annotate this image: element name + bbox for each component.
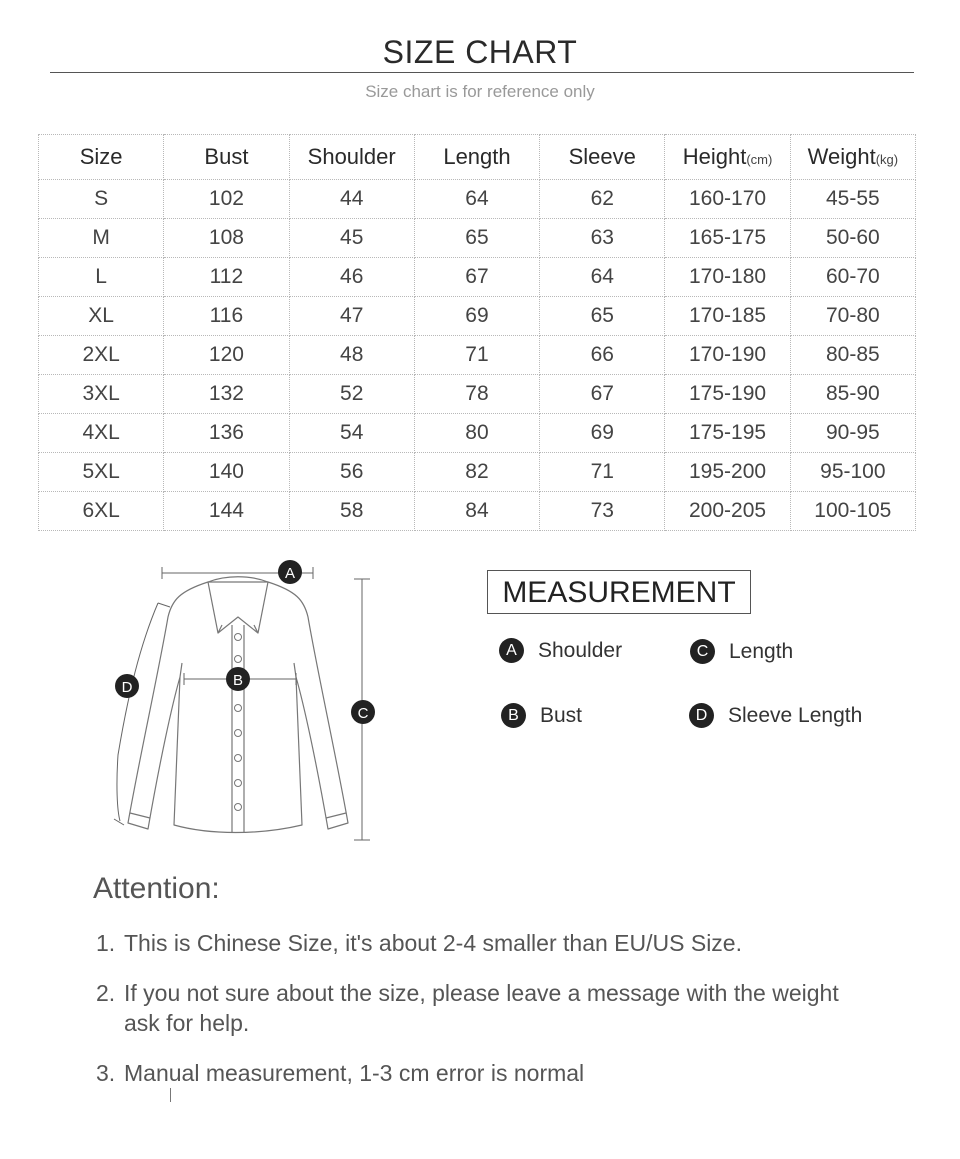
table-cell: 56 (289, 453, 414, 492)
table-cell: 108 (164, 219, 289, 258)
shirt-button (235, 780, 242, 787)
table-row (39, 492, 916, 531)
legend-label: Bust (540, 703, 583, 727)
table-cell: 54 (289, 414, 414, 453)
table-row (39, 297, 916, 336)
table-cell: 3XL (39, 375, 164, 414)
table-cell: 62 (540, 180, 665, 219)
table-row (39, 375, 916, 414)
shirt-button (235, 656, 242, 663)
attention-item (96, 1058, 896, 1088)
legend-item-bust (501, 703, 582, 728)
size-table-body (39, 180, 916, 531)
column-header: Shoulder (289, 135, 414, 180)
attention-item (96, 978, 856, 1038)
table-row (39, 180, 916, 219)
table-cell: 70-80 (790, 297, 915, 336)
legend-badge: D (689, 703, 714, 728)
attention-item-text: This is Chinese Size, it's about 2-4 smaller than EU/US Size. (124, 930, 742, 956)
legend-badge: A (499, 638, 524, 663)
table-cell: 47 (289, 297, 414, 336)
table-cell: 69 (414, 297, 539, 336)
table-cell: 69 (540, 414, 665, 453)
table-cell: 170-180 (665, 258, 790, 297)
measurement-title: MEASUREMENT (487, 570, 751, 614)
table-cell: 52 (289, 375, 414, 414)
table-cell: XL (39, 297, 164, 336)
marker-b-label: B (232, 672, 244, 689)
column-header: Size (39, 135, 164, 180)
table-cell: 44 (289, 180, 414, 219)
table-cell: 100-105 (790, 492, 915, 531)
table-cell: 65 (414, 219, 539, 258)
table-cell: 140 (164, 453, 289, 492)
table-cell: 45 (289, 219, 414, 258)
table-cell: 170-185 (665, 297, 790, 336)
attention-item-number: 3. (96, 1060, 116, 1086)
text-cursor (170, 1088, 171, 1102)
legend-item-shoulder (499, 638, 622, 663)
table-cell: 45-55 (790, 180, 915, 219)
table-cell: 175-195 (665, 414, 790, 453)
table-cell: 95-100 (790, 453, 915, 492)
table-row (39, 336, 916, 375)
table-cell: 71 (540, 453, 665, 492)
table-cell: 64 (414, 180, 539, 219)
table-cell: 48 (289, 336, 414, 375)
attention-item-text: Manual measurement, 1-3 cm error is normal (124, 1060, 585, 1086)
table-cell: M (39, 219, 164, 258)
table-cell: 165-175 (665, 219, 790, 258)
shirt-button (235, 804, 242, 811)
table-row (39, 414, 916, 453)
attention-item (96, 928, 896, 958)
shirt-diagram (100, 555, 390, 855)
table-cell: 80-85 (790, 336, 915, 375)
sleeve-line (114, 603, 170, 825)
legend-badge: B (501, 703, 526, 728)
table-cell: 63 (540, 219, 665, 258)
legend-label: Length (729, 639, 794, 663)
shirt-button (235, 730, 242, 737)
table-cell: 50-60 (790, 219, 915, 258)
column-header: Bust (164, 135, 289, 180)
shirt-button (235, 755, 242, 762)
attention-item-number: 2. (96, 980, 116, 1006)
table-cell: 4XL (39, 414, 164, 453)
unit-label: (kg) (875, 152, 899, 167)
table-cell: L (39, 258, 164, 297)
legend-label: Shoulder (538, 638, 623, 662)
table-cell: 200-205 (665, 492, 790, 531)
column-header: Weight(kg) (790, 135, 915, 180)
table-row (39, 258, 916, 297)
table-cell: S (39, 180, 164, 219)
attention-item-number: 1. (96, 930, 116, 956)
shirt-collar (208, 577, 268, 633)
table-cell: 58 (289, 492, 414, 531)
table-cell: 80 (414, 414, 539, 453)
table-cell: 175-190 (665, 375, 790, 414)
table-cell: 82 (414, 453, 539, 492)
page-subtitle: Size chart is for reference only (365, 82, 595, 101)
legend-item-sleeve-length (689, 703, 862, 728)
table-cell: 136 (164, 414, 289, 453)
attention-list (96, 928, 896, 1108)
table-cell: 116 (164, 297, 289, 336)
table-cell: 66 (540, 336, 665, 375)
table-cell: 65 (540, 297, 665, 336)
table-cell: 195-200 (665, 453, 790, 492)
table-cell: 46 (289, 258, 414, 297)
table-cell: 60-70 (790, 258, 915, 297)
attention-title: Attention: (93, 872, 220, 905)
table-cell: 132 (164, 375, 289, 414)
table-cell: 64 (540, 258, 665, 297)
marker-c-label: C (357, 705, 369, 722)
table-header-row (39, 135, 916, 180)
table-cell: 71 (414, 336, 539, 375)
legend-badge: C (690, 639, 715, 664)
marker-d-label: D (121, 679, 133, 696)
table-row (39, 453, 916, 492)
column-header: Height(cm) (665, 135, 790, 180)
unit-label: (cm) (746, 152, 773, 167)
column-header: Sleeve (540, 135, 665, 180)
table-cell: 120 (164, 336, 289, 375)
table-cell: 5XL (39, 453, 164, 492)
table-cell: 144 (164, 492, 289, 531)
legend-label: Sleeve Length (728, 703, 863, 727)
table-cell: 102 (164, 180, 289, 219)
column-header: Length (414, 135, 539, 180)
table-row (39, 219, 916, 258)
table-cell: 2XL (39, 336, 164, 375)
table-cell: 85-90 (790, 375, 915, 414)
table-cell: 160-170 (665, 180, 790, 219)
page-title: SIZE CHART (382, 34, 578, 70)
title-divider (50, 72, 914, 73)
table-cell: 73 (540, 492, 665, 531)
table-cell: 6XL (39, 492, 164, 531)
table-cell: 90-95 (790, 414, 915, 453)
table-cell: 67 (414, 258, 539, 297)
table-cell: 78 (414, 375, 539, 414)
attention-item-text: If you not sure about the size, please leave a message with the weight ask for help. (124, 980, 839, 1036)
size-table (38, 134, 916, 531)
table-cell: 84 (414, 492, 539, 531)
table-cell: 170-190 (665, 336, 790, 375)
legend-item-length (690, 639, 793, 664)
table-cell: 112 (164, 258, 289, 297)
shirt-button (235, 634, 242, 641)
marker-a-label: A (284, 565, 296, 582)
shirt-button (235, 705, 242, 712)
table-cell: 67 (540, 375, 665, 414)
